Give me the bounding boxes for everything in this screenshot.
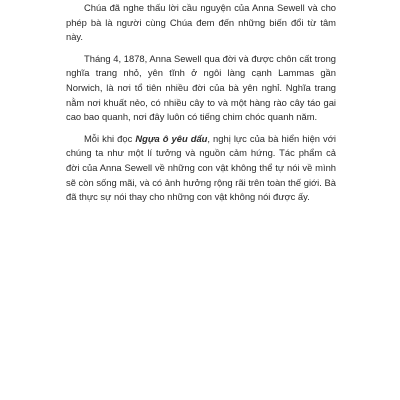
legacy-intro: Mỗi khi đọc: [84, 132, 136, 144]
paragraph-burial: Tháng 4, 1878, Anna Sewell qua đời và được chôn cất trong nghĩa trang nhỏ, yên tĩnh ở ngôi làng cạnh Lammas gần Norwich, là nơi tổ tiên nhiều đời của bà yên nghỉ. Nghĩa trang nằm nơi khuất nẻo, có nhiều cây to và một hàng rào cây táo gai cao bao quanh, nơi đây luôn có tiếng chim chóc quanh năm.: [66, 52, 336, 123]
paragraph-legacy: [66, 132, 336, 205]
body-text: [66, 1, 336, 212]
paragraph-prayer: Chúa đã nghe thấu lời cầu nguyện của Anna Sewell và cho phép bà là người cùng Chúa đem đến những biến đổi từ tâm này.: [66, 2, 336, 43]
book-title: Ngựa ô yêu dấu: [135, 132, 208, 144]
legacy-body: , nghị lực của bà hiển hiện với chúng ta như một lí tưởng và nguồn cảm hứng. Tác phẩm cả đời của Anna Sewell về những con vật không thể tự nói về mình sẽ còn sống mãi, và có ảnh hưởng rộng rãi trên toàn thế giới. Bà đã thực sự nói thay cho những con vật không nói được ấy.: [66, 132, 336, 203]
